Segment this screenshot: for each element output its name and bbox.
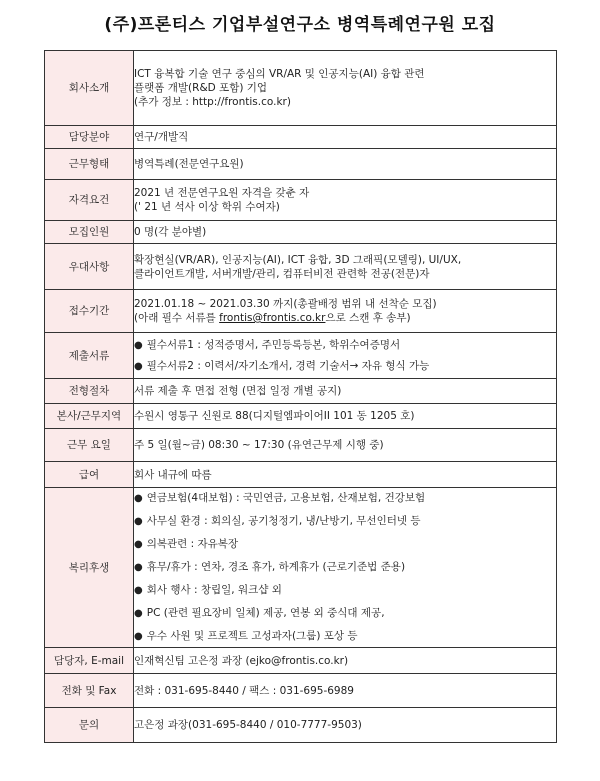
table-row <box>45 221 557 244</box>
row-label: 복리후생 <box>45 488 134 648</box>
list-item: ● 우수 사원 및 프로젝트 고성과자(그룹) 포상 등 <box>134 630 358 642</box>
list-item: ● 의복관련 : 자유복장 <box>134 538 239 550</box>
list-item: ● 휴무/휴가 : 연차, 경조 휴가, 하계휴가 (근로기준법 준용) <box>134 561 406 573</box>
page-title: (주)프론티스 기업부설연구소 병역특례연구원 모집 <box>104 15 496 35</box>
period-line: 2021.01.18 ~ 2021.03.30 까지(총괄배정 범위 내 선착순 모집) <box>134 298 437 310</box>
phone-value: 전화 : 031-695-8440 / 팩스 : 031-695-6989 <box>134 674 557 708</box>
table-row <box>45 708 557 743</box>
table-row <box>45 379 557 404</box>
bullet-icon: ● <box>134 539 143 550</box>
submission-email-link[interactable]: frontis@frontis.co.kr <box>219 312 326 324</box>
company-intro-line: (추가 정보 : http://frontis.co.kr) <box>134 96 291 108</box>
salary-value: 회사 내규에 따름 <box>134 462 557 488</box>
row-label: 자격요건 <box>45 180 134 221</box>
row-label: 담당자, E-mail <box>45 648 134 674</box>
list-item: ● 사무실 환경 : 회의실, 공기청정기, 냉/난방기, 무선인터넷 등 <box>134 515 421 527</box>
inquiry-value: 고은정 과장(031-695-8440 / 010-7777-9503) <box>134 708 557 743</box>
table-row <box>45 51 557 126</box>
location-value: 수원시 영통구 신원로 88(디지털엠파이어II 101 동 1205 호) <box>134 404 557 429</box>
table-row <box>45 244 557 290</box>
bullet-icon: ● <box>134 493 143 504</box>
row-label: 제출서류 <box>45 333 134 379</box>
requirements-line: 2021 년 전문연구요원 자격을 갖춘 자 <box>134 187 310 199</box>
recruitment-table <box>44 50 557 743</box>
bullet-icon: ● <box>134 585 143 596</box>
table-row <box>45 149 557 180</box>
table-row <box>45 488 557 648</box>
period-line <box>134 311 556 325</box>
row-label: 접수기간 <box>45 290 134 333</box>
field-value: 연구/개발직 <box>134 126 557 149</box>
period-prefix: (아래 필수 서류를 <box>134 312 220 324</box>
contact-value: 인재혁신팀 고은정 과장 (ejko@frontis.co.kr) <box>134 648 557 674</box>
bullet-icon: ● <box>134 339 143 351</box>
row-label: 급여 <box>45 462 134 488</box>
hours-value: 주 5 일(월~금) 08:30 ~ 17:30 (유연근무제 시행 중) <box>134 429 557 462</box>
row-label: 본사/근무지역 <box>45 404 134 429</box>
bullet-icon: ● <box>134 562 143 573</box>
table-row <box>45 404 557 429</box>
row-label: 문의 <box>45 708 134 743</box>
headcount-value: 0 명(각 분야별) <box>134 221 557 244</box>
table-row <box>45 180 557 221</box>
row-label: 근무형태 <box>45 149 134 180</box>
table-row <box>45 429 557 462</box>
bullet-icon: ● <box>134 631 143 642</box>
table-row <box>45 126 557 149</box>
process-value: 서류 제출 후 면접 전형 (면접 일정 개별 공지) <box>134 379 557 404</box>
bullet-icon: ● <box>134 516 143 527</box>
documents-cell <box>134 333 557 379</box>
row-label: 회사소개 <box>45 51 134 126</box>
row-label: 전형절차 <box>45 379 134 404</box>
preference-line: 확장현실(VR/AR), 인공지능(AI), ICT 융합, 3D 그래픽(모델링), UI/UX, <box>134 253 462 266</box>
list-item: ● 연금보험(4대보험) : 국민연금, 고용보험, 산재보험, 건강보험 <box>134 492 426 504</box>
period-cell <box>134 290 557 333</box>
table-row <box>45 290 557 333</box>
list-item: ● 회사 행사 : 창립일, 워크샵 외 <box>134 584 282 596</box>
period-suffix: 으로 스캔 후 송부) <box>325 312 411 324</box>
row-label: 전화 및 Fax <box>45 674 134 708</box>
table-row <box>45 674 557 708</box>
company-intro-cell <box>134 51 557 126</box>
list-item: ● 필수서류1 : 성적증명서, 주민등록등본, 학위수여증명서 <box>134 338 401 351</box>
row-label: 모집인원 <box>45 221 134 244</box>
requirements-line: (' 21 년 석사 이상 학위 수여자) <box>134 201 280 213</box>
preference-line: 클라이언트개발, 서버개발/관리, 컴퓨터비전 관련학 전공(전문)자 <box>134 267 430 280</box>
list-item: ● 필수서류2 : 이력서/자기소개서, 경력 기술서→ 자유 형식 가능 <box>134 359 430 372</box>
requirements-cell <box>134 180 557 221</box>
row-label: 근무 요일 <box>45 429 134 462</box>
preference-cell <box>134 244 557 290</box>
row-label: 우대사항 <box>45 244 134 290</box>
list-item: ● PC (관련 필요장비 일체) 제공, 연봉 외 중식대 제공, <box>134 607 385 619</box>
company-intro-line: 플랫폼 개발(R&D 포함) 기업 <box>134 82 268 94</box>
table-row <box>45 333 557 379</box>
row-label: 담당분야 <box>45 126 134 149</box>
bullet-icon: ● <box>134 608 143 619</box>
table-row <box>45 462 557 488</box>
bullet-icon: ● <box>134 360 143 372</box>
table-row <box>45 648 557 674</box>
worktype-value: 병역특례(전문연구요원) <box>134 149 557 180</box>
welfare-cell <box>134 488 557 648</box>
company-intro-line: ICT 융복합 기술 연구 중심의 VR/AR 및 인공지능(AI) 융합 관련 <box>134 68 425 80</box>
